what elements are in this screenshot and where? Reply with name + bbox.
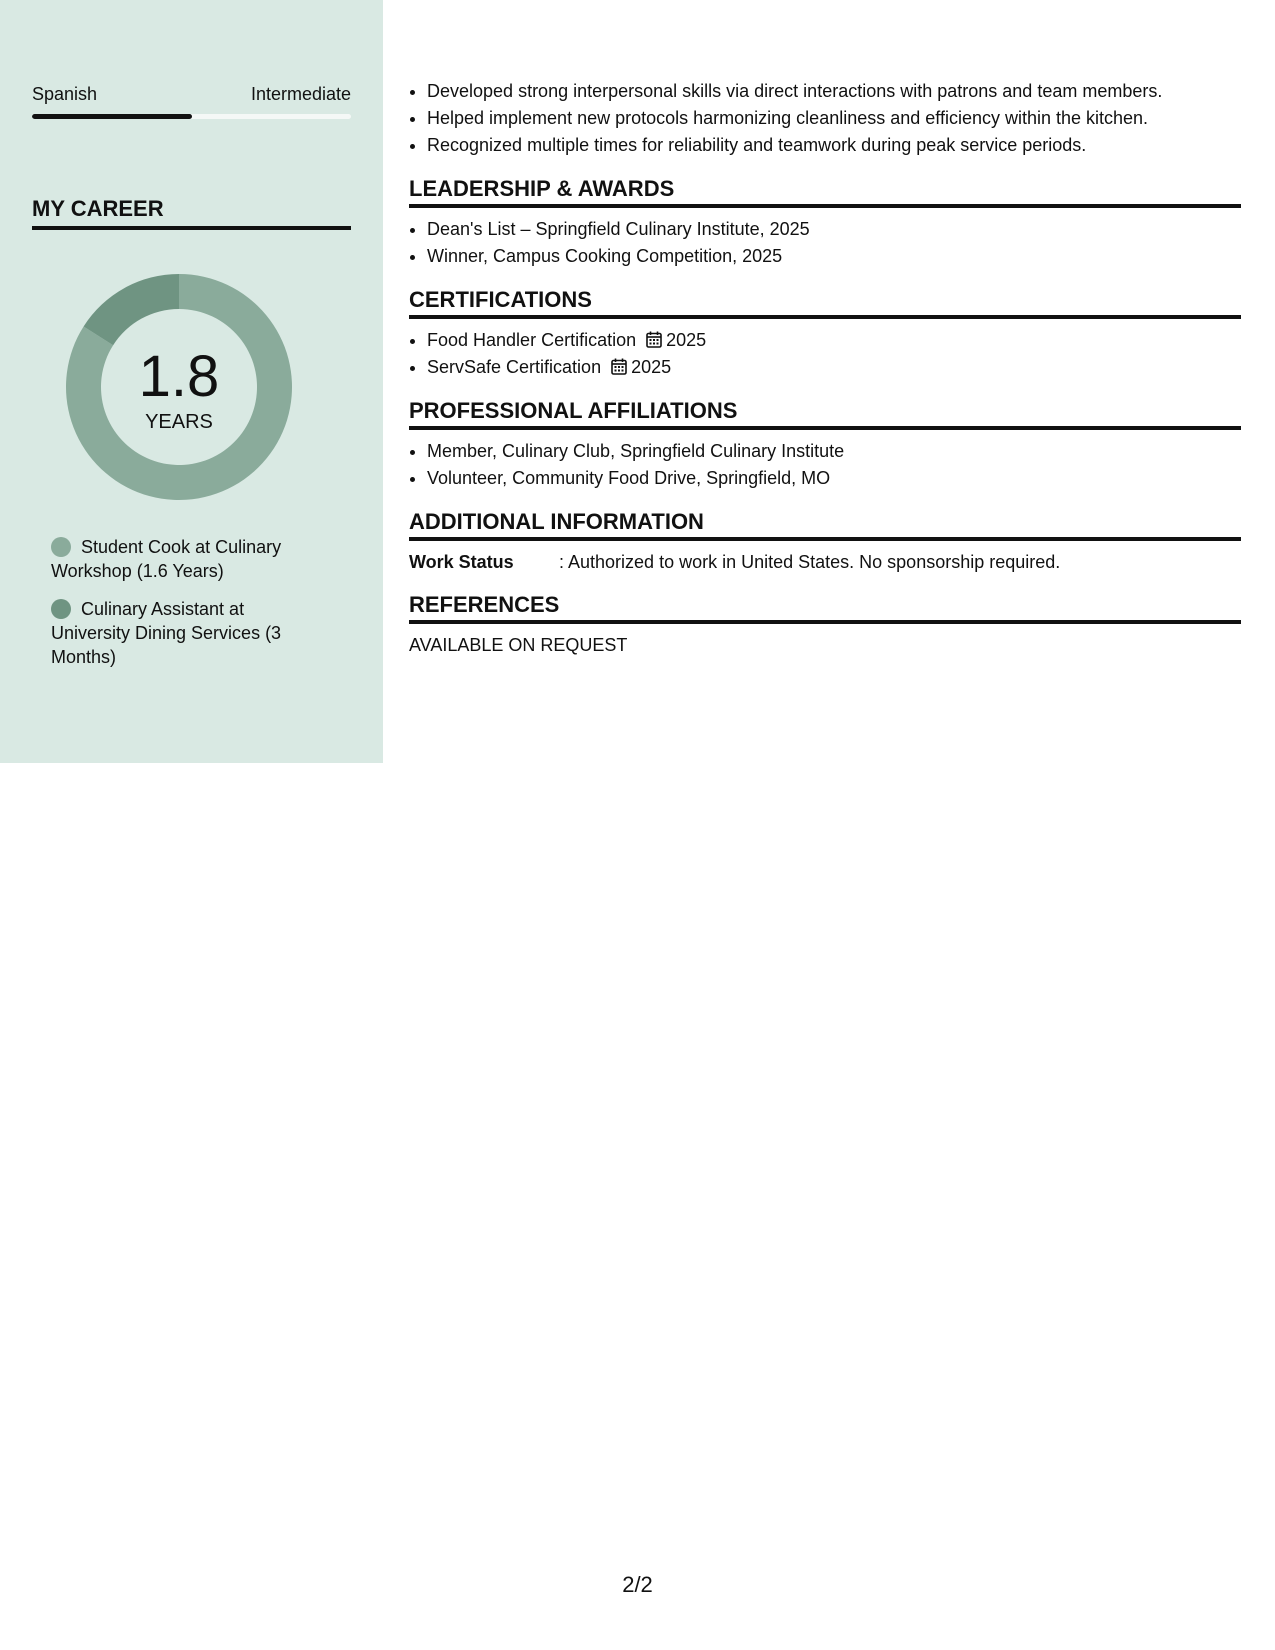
experience-bullets [409, 78, 1241, 159]
affiliation-item: • Volunteer, Community Food Drive, Springfield, MO [427, 465, 1241, 492]
experience-bullet: • Recognized multiple times for reliability and teamwork during peak service periods. [427, 132, 1241, 159]
career-legend-label: Student Cook at Culinary Workshop (1.6 Years) [51, 537, 282, 581]
main-column [409, 78, 1241, 658]
experience-bullet: • Developed strong interpersonal skills via direct interactions with patrons and team members. [427, 78, 1241, 105]
career-total-value: 1.8 [138, 344, 220, 409]
certification-name: ServSafe Certification [427, 357, 602, 377]
work-status-value: : Authorized to work in United States. No sponsorship required. [559, 552, 1061, 572]
certification-item [427, 354, 1241, 381]
career-legend-item [51, 597, 311, 669]
legend-dot [51, 599, 71, 619]
leadership-heading: LEADERSHIP & AWARDS [409, 175, 1241, 208]
career-legend-item [51, 535, 311, 583]
career-heading: MY CAREER [32, 196, 351, 230]
career-legend [51, 535, 311, 683]
certification-item [427, 327, 1241, 354]
language-level: Intermediate [250, 84, 351, 104]
leadership-item: • Dean's List – Springfield Culinary Institute, 2025 [427, 216, 1241, 243]
certification-name: Food Handler Certification [427, 330, 637, 350]
page-number: 2/2 [622, 1572, 653, 1597]
language-name: Spanish [32, 84, 98, 104]
leadership-list [409, 216, 1241, 270]
language-proficiency-bar [32, 114, 351, 119]
sidebar [0, 0, 383, 763]
additional-info-heading: ADDITIONAL INFORMATION [409, 508, 1241, 541]
certifications-list [409, 327, 1241, 381]
work-status-label: Work Status [409, 552, 514, 572]
donut-segment-2 [84, 274, 179, 345]
references-heading: REFERENCES [409, 591, 1241, 624]
career-legend-label: Culinary Assistant at University Dining Services (3 Months) [51, 599, 282, 667]
language-row [32, 83, 351, 105]
calendar-icon [646, 331, 662, 348]
career-donut-chart [66, 274, 292, 500]
work-status-row [409, 549, 1241, 575]
career-total-unit: YEARS [145, 411, 213, 433]
affiliations-heading: PROFESSIONAL AFFILIATIONS [409, 397, 1241, 430]
affiliation-item: • Member, Culinary Club, Springfield Culinary Institute [427, 438, 1241, 465]
certification-year: 2025 [631, 357, 672, 377]
legend-dot [51, 537, 71, 557]
certification-year: 2025 [666, 330, 707, 350]
affiliations-list [409, 438, 1241, 492]
language-proficiency-fill [32, 114, 192, 119]
references-text: AVAILABLE ON REQUEST [409, 635, 628, 655]
leadership-item: • Winner, Campus Cooking Competition, 2025 [427, 243, 1241, 270]
calendar-icon [611, 358, 627, 375]
certifications-heading: CERTIFICATIONS [409, 286, 1241, 319]
experience-bullet: • Helped implement new protocols harmonizing cleanliness and efficiency within the kitchen. [427, 105, 1241, 132]
